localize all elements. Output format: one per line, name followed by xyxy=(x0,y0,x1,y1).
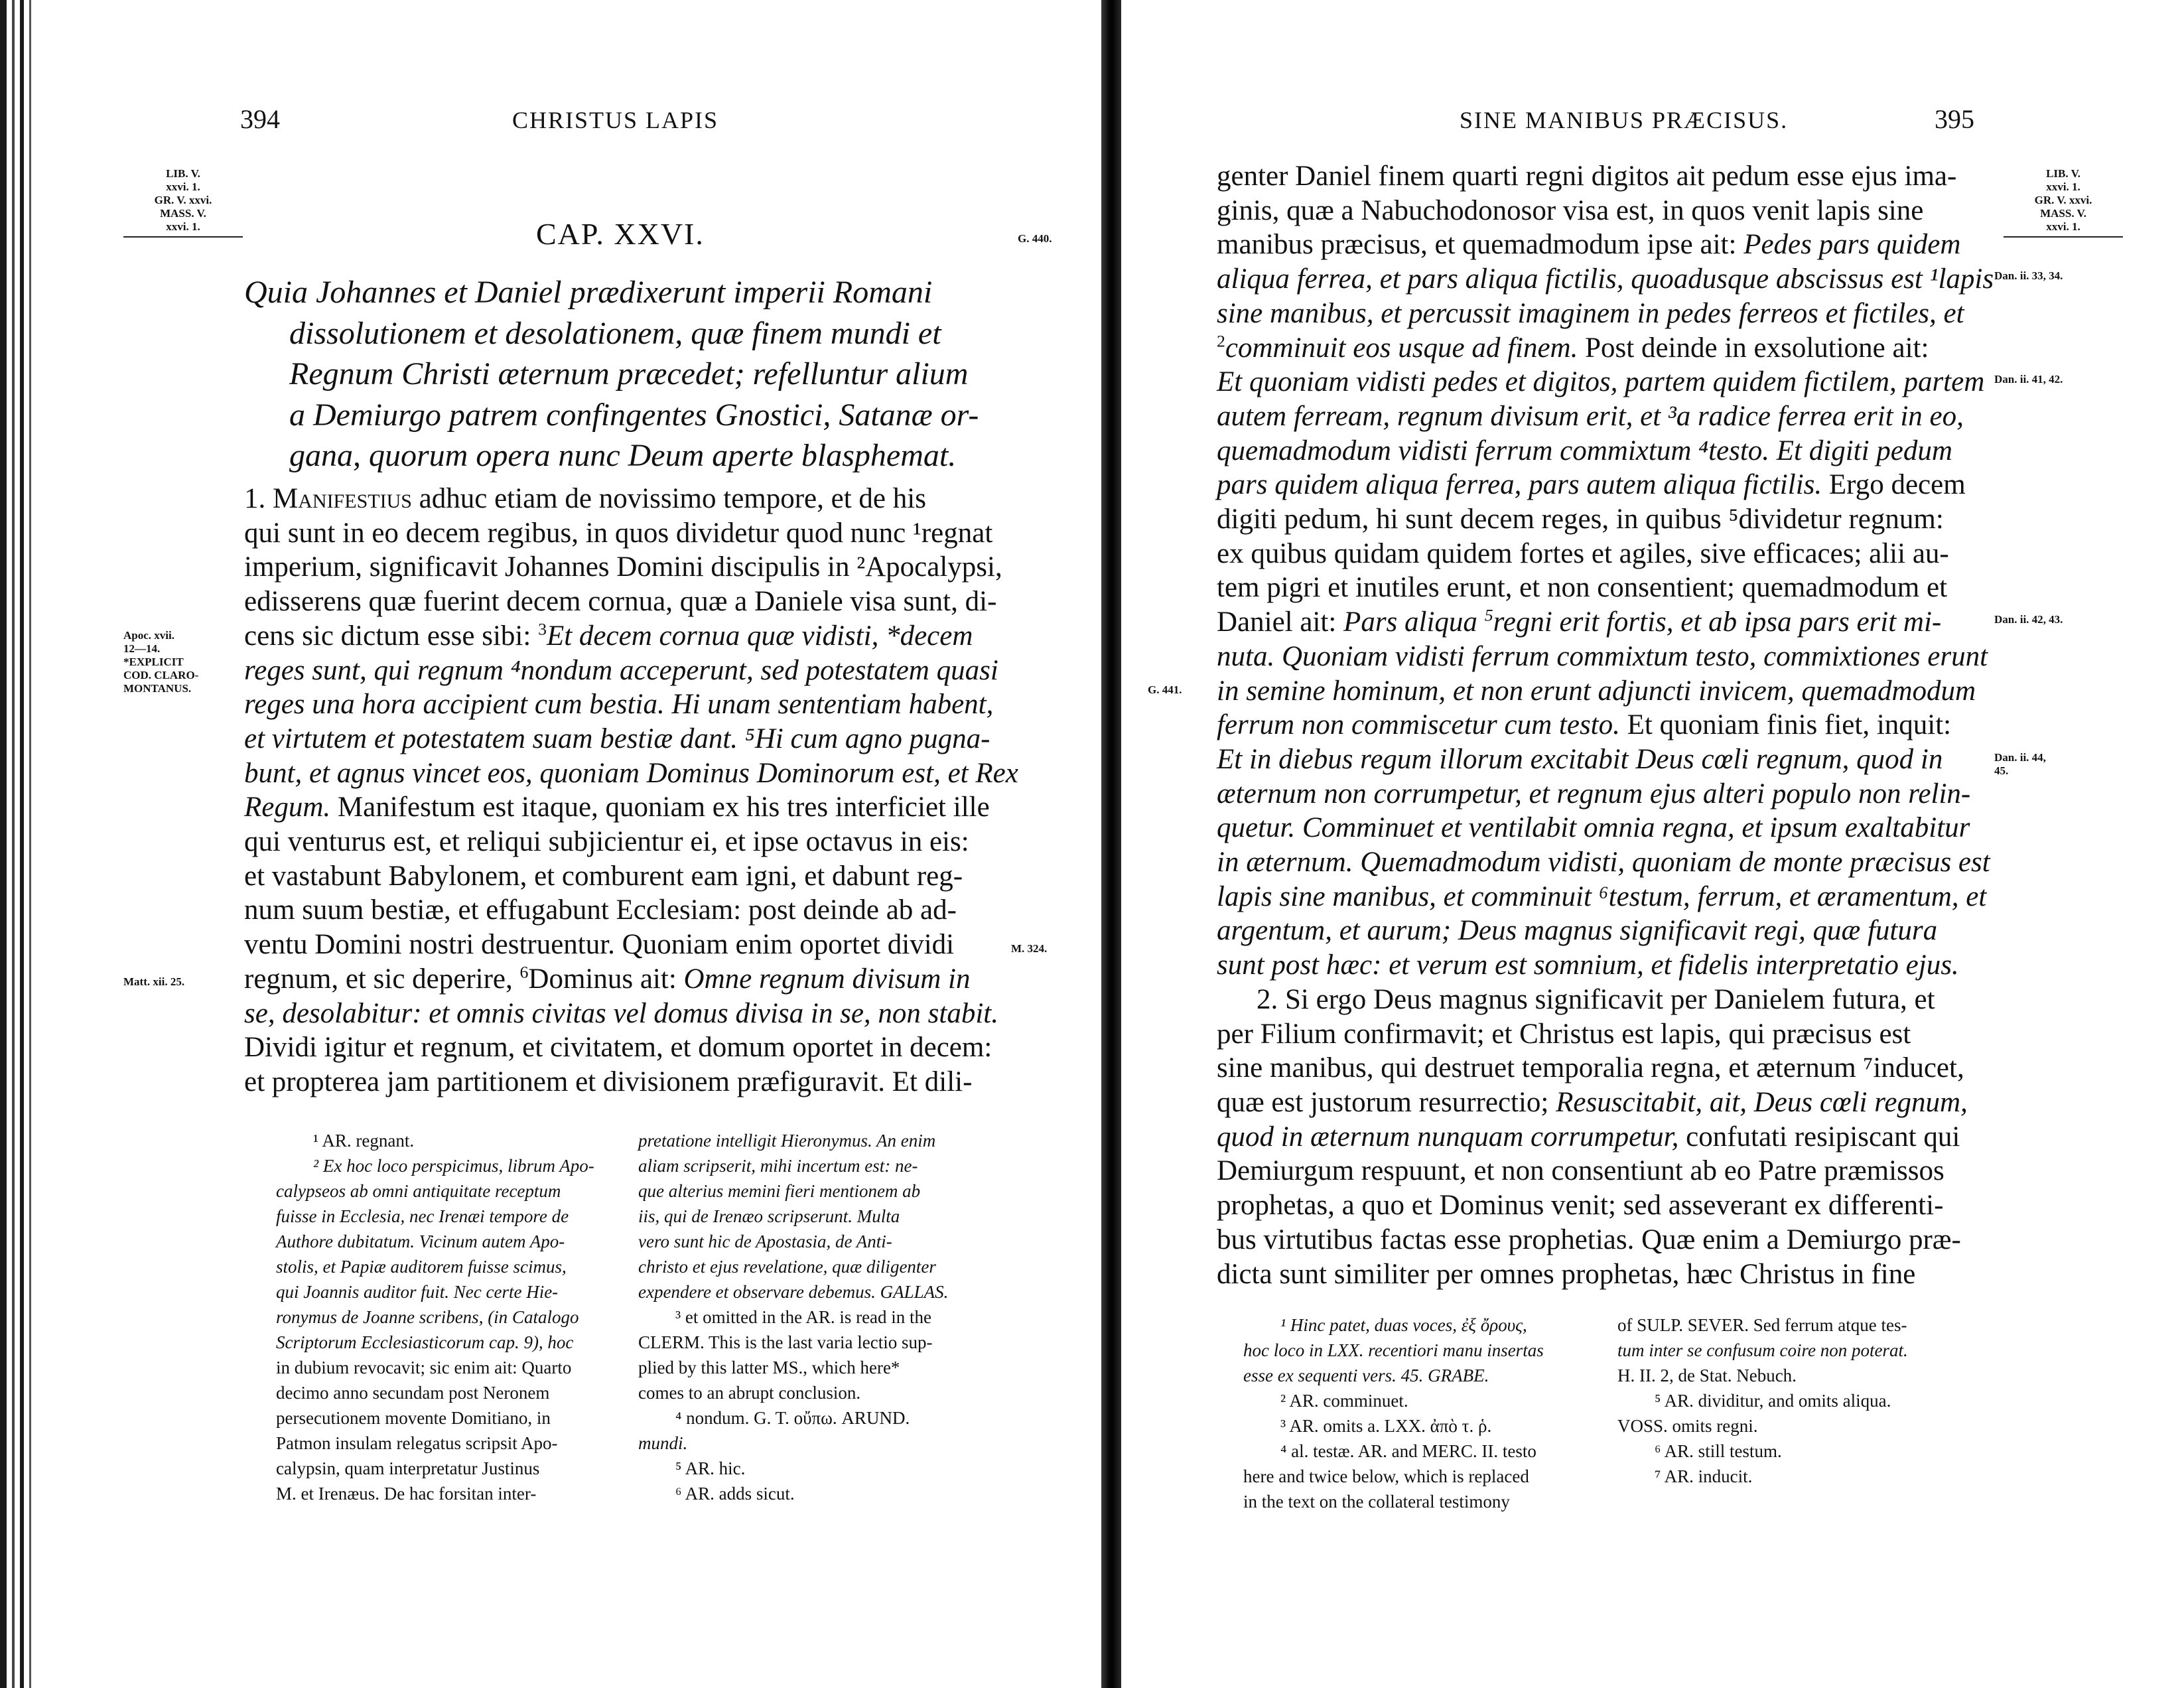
margin-line: xxvi. 1. xyxy=(166,220,200,233)
margin-rule xyxy=(2004,236,2123,238)
margin-line: 12—14. xyxy=(123,642,161,655)
footnote-line: in the text on the collateral testimony xyxy=(1243,1492,1510,1512)
body-line: imperium, significavit Johannes Domini discipulis in ²Apocalypsi, xyxy=(244,551,1002,583)
margin-line: MASS. V. xyxy=(2040,207,2086,220)
right-page xyxy=(1121,0,2184,1688)
body-line: ex quibus quidam quidem fortes et agiles, sive efficaces; alii au- xyxy=(1217,537,1949,569)
footnote-line: christo et ejus revelatione, quæ diligenter xyxy=(638,1257,936,1277)
body-segment: quod in æternum nunquam corrumpetur, xyxy=(1217,1121,1679,1153)
body-line: Et quoniam vidisti pedes et digitos, partem quidem fictilem, partem xyxy=(1217,366,1985,398)
margin-line: GR. V. xxvi. xyxy=(154,194,212,206)
body-line: genter Daniel finem quarti regni digitos ait pedum esse ejus ima- xyxy=(1217,161,1957,192)
footnote-line: iis, qui de Irenæo scripserunt. Multa xyxy=(638,1206,900,1226)
margin-line: *EXPLICIT xyxy=(123,656,184,668)
body-line: in æternum. Quemadmodum vidisti, quoniam de monte præcisus est xyxy=(1217,847,1990,879)
margin-reference xyxy=(123,167,243,238)
footnote-line: tum inter se confusum coire non poterat. xyxy=(1617,1340,1908,1360)
body-line: nuta. Quoniam vidisti ferrum commixtum testo, commixtiones erunt xyxy=(1217,640,1988,672)
footnotes-column-1 xyxy=(1243,1312,1544,1514)
body-segment: ferrum non commiscetur cum testo. xyxy=(1217,709,1620,741)
footnote-line: que alterius memini fieri mentionem ab xyxy=(638,1181,921,1201)
footnote-line: of SULP. SEVER. Sed ferrum atque tes- xyxy=(1617,1315,1907,1335)
margin-matt-ref: Matt. xii. 25. xyxy=(123,975,185,988)
body-line: manibus præcisus, et quemadmodum ipse ait: Pedes pars quidem xyxy=(1217,229,1961,261)
body-line: digiti pedum, hi sunt decem reges, in quibus ⁵dividetur regnum: xyxy=(1217,504,1944,535)
body-line: ginis, quæ a Nabuchodonosor visa est, in quos venit lapis sine xyxy=(1217,194,1924,226)
footnote-line: ² Ex hoc loco perspicimus, librum Apo- xyxy=(313,1156,594,1176)
footnote-line: ¹ AR. regnant. xyxy=(313,1131,415,1151)
footnote-line: ⁵ AR. dividitur, and omits aliqua. xyxy=(1655,1391,1891,1411)
footnote-line: H. II. 2, de Stat. Nebuch. xyxy=(1617,1366,1797,1385)
footnote-line: ronymus de Joanne scribens, (in Catalogo xyxy=(276,1307,579,1327)
body-line: in semine hominum, et non erunt adjuncti invicem, quemadmodum xyxy=(1217,675,1976,707)
footnote-line: ³ et omitted in the AR. is read in the xyxy=(675,1307,932,1327)
footnote-line: CLERM. This is the last varia lectio sup- xyxy=(638,1332,933,1352)
footnote-line: qui Joannis auditor fuit. Nec certe Hie- xyxy=(276,1282,559,1302)
body-line: Dividi igitur et regnum, et civitatem, et domum oportet in decem: xyxy=(244,1032,992,1064)
body-line: sunt post hæc: et verum est somnium, et fidelis interpretatio ejus. xyxy=(1217,950,1959,981)
body-line: 1. Manifestius adhuc etiam de novissimo tempore, et de his xyxy=(244,483,926,514)
margin-line: MASS. V. xyxy=(160,207,206,220)
footnote-line: stolis, et Papiæ auditorem fuisse scimus, xyxy=(276,1257,567,1277)
body-segment: Manifestius xyxy=(273,483,412,514)
body-segment: Omne regnum divisum in xyxy=(683,963,971,995)
footnote-line: ⁴ al. testæ. AR. and MERC. II. testo xyxy=(1280,1441,1536,1461)
body-line: se, desolabitur: et omnis civitas vel domus divisa in se, non stabit. xyxy=(244,997,999,1029)
margin-m-ref: M. 324. xyxy=(1011,942,1048,955)
body-segment: Pars aliqua $^5$regni erit fortis, et ab ipsa pars erit mi- xyxy=(1343,605,1942,638)
margin-line: MONTANUS. xyxy=(123,682,192,695)
body-line: qui venturus est, et reliqui subjicientur ei, et ipse octavus in eis: xyxy=(244,826,969,858)
body-line: prophetas, a quo et Dominus venit; sed asseverant ex differenti- xyxy=(1217,1190,1944,1222)
margin-g-ref: G. 441. xyxy=(1148,683,1182,696)
footnotes-column-2 xyxy=(1617,1312,1908,1489)
body-segment: Et decem cornua quæ vidisti, *decem xyxy=(546,620,973,652)
footnote-line: ³ AR. omits a. LXX. ἀπὸ τ. ῥ. xyxy=(1280,1416,1492,1436)
footnote-line: Patmon insulam relegatus scripsit Apo- xyxy=(276,1433,558,1453)
footnote-line: plied by this latter MS., which here* xyxy=(638,1358,900,1377)
footnotes-column-2 xyxy=(638,1128,948,1506)
body-line: dicta sunt similiter per omnes prophetas, hæc Christus in fine xyxy=(1217,1258,1916,1290)
footnote-line: esse ex sequenti vers. 45. GRABE. xyxy=(1243,1366,1489,1385)
body-line: Daniel ait: Pars aliqua $^5$regni erit fortis, et ab ipsa pars erit mi- xyxy=(1217,605,1942,638)
margin-reference xyxy=(2004,167,2123,238)
footnote-line: ⁴ nondum. G. T. οὔπω. ARUND. xyxy=(675,1408,910,1428)
margin-line: Apoc. xvii. xyxy=(123,629,174,642)
body-line: et propterea jam partitionem et divisionem præfiguravit. Et dili- xyxy=(244,1066,973,1097)
footnote-line: Authore dubitatum. Vicinum autem Apo- xyxy=(276,1231,565,1251)
body-line: ventu Domini nostri destruentur. Quoniam enim oportet dividi xyxy=(244,929,955,961)
running-head: SINE MANIBUS PRÆCISUS. xyxy=(1460,107,1789,133)
margin-dan-ref: Dan. ii. 42, 43. xyxy=(1994,613,2063,626)
chapter-summary xyxy=(244,272,979,476)
body-line: $^2$comminuit eos usque ad finem. Post deinde in exsolutione ait: xyxy=(1217,331,1929,364)
margin-line: 45. xyxy=(1994,764,2009,777)
footnote-line: vero sunt hic de Apostasia, de Anti- xyxy=(638,1231,892,1251)
margin-line: COD. CLARO- xyxy=(123,669,199,681)
running-head: CHRISTUS LAPIS xyxy=(512,107,719,133)
body-line: qui sunt in eo decem regibus, in quos dividetur quod nunc ¹regnat xyxy=(244,517,993,549)
body-line: quetur. Comminuet et ventilabit omnia regna, et ipsum exaltabitur xyxy=(1217,812,1970,844)
footnote-line: hoc loco in LXX. recentiori manu insertas xyxy=(1243,1340,1544,1360)
summary-line: Regnum Christi æternum præcedet; refelluntur alium xyxy=(289,356,969,391)
margin-line: Dan. ii. 44, xyxy=(1994,751,2046,764)
body-line: et vastabunt Babylonem, et comburent eam igni, et dabunt reg- xyxy=(244,860,963,892)
body-segment: Regum. xyxy=(244,792,331,823)
body-line: autem ferream, regnum divisum erit, et ³a radice ferrea erit in eo, xyxy=(1217,400,1964,432)
margin-line: xxvi. 1. xyxy=(2046,180,2081,193)
body-line: quod in æternum nunquam corrumpetur, confutati resipiscant qui xyxy=(1217,1121,1960,1153)
footnote-line: aliam scripserit, mihi incertum est: ne- xyxy=(638,1156,918,1176)
footnote-line: calypseos ab omni antiquitate receptum xyxy=(276,1181,561,1201)
body-line: et virtutem et potestatem suam bestiæ dant. ⁵Hi cum agno pugna- xyxy=(244,723,990,754)
body-line: bus virtutibus factas esse prophetias. Quæ enim a Demiurgo præ- xyxy=(1217,1224,1961,1255)
footnote-line: VOSS. omits regni. xyxy=(1617,1416,1758,1436)
footnote-line: Scriptorum Ecclesiasticorum cap. 9), hoc xyxy=(276,1332,574,1352)
footnote-line: ⁷ AR. inducit. xyxy=(1655,1466,1753,1486)
footnote-line: ⁶ AR. adds sicut. xyxy=(675,1484,795,1504)
body-line: quemadmodum vidisti ferrum commixtum ⁴testo. Et digiti pedum xyxy=(1217,435,1952,466)
body-line: quæ est justorum resurrectio; Resuscitabit, ait, Deus cœli regnum, xyxy=(1217,1086,1968,1118)
body-line: sine manibus, qui destruet temporalia regna, et æternum ⁷inducet, xyxy=(1217,1052,1964,1084)
margin-dan-ref: Dan. ii. 41, 42. xyxy=(1994,373,2063,386)
footnote-line: ¹ Hinc patet, duas voces, ἐξ ὄρους, xyxy=(1280,1315,1527,1335)
margin-line: GR. V. xxvi. xyxy=(2034,194,2092,206)
body-line: bunt, et agnus vincet eos, quoniam Dominus Dominorum est, et Rex xyxy=(244,757,1018,789)
margin-line: LIB. V. xyxy=(2046,167,2081,180)
footnote-line: ⁵ AR. hic. xyxy=(675,1458,746,1478)
page-number: 395 xyxy=(1935,104,1974,134)
footnote-line: calypsin, quam interpretatur Justinus xyxy=(276,1458,540,1478)
footnote-line: M. et Irenæus. De hac forsitan inter- xyxy=(276,1484,537,1504)
margin-line: xxvi. 1. xyxy=(2046,220,2081,233)
footnote-line: in dubium revocavit; sic enim ait: Quarto xyxy=(276,1358,572,1377)
summary-line: gana, quorum opera nunc Deum aperte blasphemat. xyxy=(289,438,957,473)
footnote-line: expendere et observare debemus. GALLAS. xyxy=(638,1282,949,1302)
body-line: ferrum non commiscetur cum testo. Et quoniam finis fiet, inquit: xyxy=(1217,709,1952,741)
margin-line: LIB. V. xyxy=(166,167,200,180)
footnote-line: fuisse in Ecclesia, nec Irenæi tempore de xyxy=(276,1206,569,1226)
body-line: reges una hora accipient cum bestia. Hi unam sententiam habent, xyxy=(244,689,994,721)
book-gutter xyxy=(1101,0,1121,1688)
margin-dan-ref: Dan. ii. 33, 34. xyxy=(1994,269,2063,282)
footnote-line: pretatione intelligit Hieronymus. An enim xyxy=(638,1131,936,1151)
margin-g-ref: G. 440. xyxy=(1018,232,1052,245)
body-text xyxy=(244,482,1018,1099)
footnotes-column-1 xyxy=(276,1128,594,1506)
body-line: argentum, et aurum; Deus magnus significavit regi, quæ futura xyxy=(1217,915,1938,947)
body-line: cens sic dictum esse sibi: $^3$Et decem cornua quæ vidisti, *decem xyxy=(244,619,973,652)
body-segment: Resuscitabit, ait, Deus cœli regnum, xyxy=(1556,1086,1968,1118)
body-line: aliqua ferrea, et pars aliqua fictilis, quoadusque abscissus est ¹lapis xyxy=(1217,263,1994,295)
body-line: num suum bestiæ, et effugabunt Ecclesiam: post deinde ab ad- xyxy=(244,894,957,926)
summary-line: a Demiurgo patrem confingentes Gnostici, Satanæ or- xyxy=(289,397,979,433)
footnote-line: ² AR. comminuet. xyxy=(1280,1391,1408,1411)
page-number: 394 xyxy=(240,104,280,134)
body-text xyxy=(1217,159,1994,1291)
footnote-line: mundi. xyxy=(638,1433,688,1453)
body-line: Demiurgum respuunt, et non consentiunt ab eo Patre præmissos xyxy=(1217,1155,1945,1187)
body-line: per Filium confirmavit; et Christus est lapis, qui præcisus est xyxy=(1217,1018,1911,1050)
body-line: Regum. Manifestum est itaque, quoniam ex his tres interficiet ille xyxy=(244,792,990,823)
margin-apoc-ref xyxy=(123,629,198,695)
footnote-line: here and twice below, which is replaced xyxy=(1243,1466,1529,1486)
margin-line: xxvi. 1. xyxy=(166,180,200,193)
summary-line: Quia Johannes et Daniel prædixerunt imperii Romani xyxy=(244,275,933,310)
body-line: pars quidem aliqua ferrea, pars autem aliqua fictilis. Ergo decem xyxy=(1217,469,1966,501)
body-segment: Pedes pars quidem xyxy=(1743,229,1961,261)
body-line: 2. Si ergo Deus magnus significavit per Danielem futura, et xyxy=(1257,983,1935,1015)
body-line: lapis sine manibus, et comminuit ⁶testum, ferrum, et æramentum, et xyxy=(1217,880,1987,912)
footnote-line: decimo anno secundam post Neronem xyxy=(276,1383,550,1403)
body-line: regnum, et sic deperire, $^6$Dominus ait: Omne regnum divisum in xyxy=(244,962,971,995)
body-line: tem pigri et inutiles erunt, et non consentient; quemadmodum et xyxy=(1217,572,1948,604)
footnote-line: comes to an abrupt conclusion. xyxy=(638,1383,861,1403)
body-line: æternum non corrumpetur, et regnum ejus alteri populo non relin- xyxy=(1217,778,1971,809)
body-line: reges sunt, qui regnum ⁴nondum acceperunt, sed potestatem quasi xyxy=(244,654,998,686)
body-segment: comminuit eos usque ad finem. xyxy=(1225,332,1578,364)
body-line: sine manibus, et percussit imaginem in pedes ferreos et fictiles, et xyxy=(1217,297,1964,329)
chapter-title: CAP. XXVI. xyxy=(536,217,705,251)
body-line: Et in diebus regum illorum excitabit Deus cœli regnum, quod in xyxy=(1217,743,1943,775)
margin-dan-ref xyxy=(1994,751,2046,778)
footnote-line: persecutionem movente Domitiano, in xyxy=(276,1408,551,1428)
margin-rule xyxy=(123,236,243,238)
body-segment: pars quidem aliqua ferrea, pars autem aliqua fictilis. xyxy=(1217,469,1822,501)
summary-line: dissolutionem et desolationem, quæ finem mundi et xyxy=(289,315,941,351)
body-line: edisserens quæ fuerint decem cornua, quæ a Daniele visa sunt, di- xyxy=(244,586,997,618)
footnote-line: ⁶ AR. still testum. xyxy=(1655,1441,1782,1461)
